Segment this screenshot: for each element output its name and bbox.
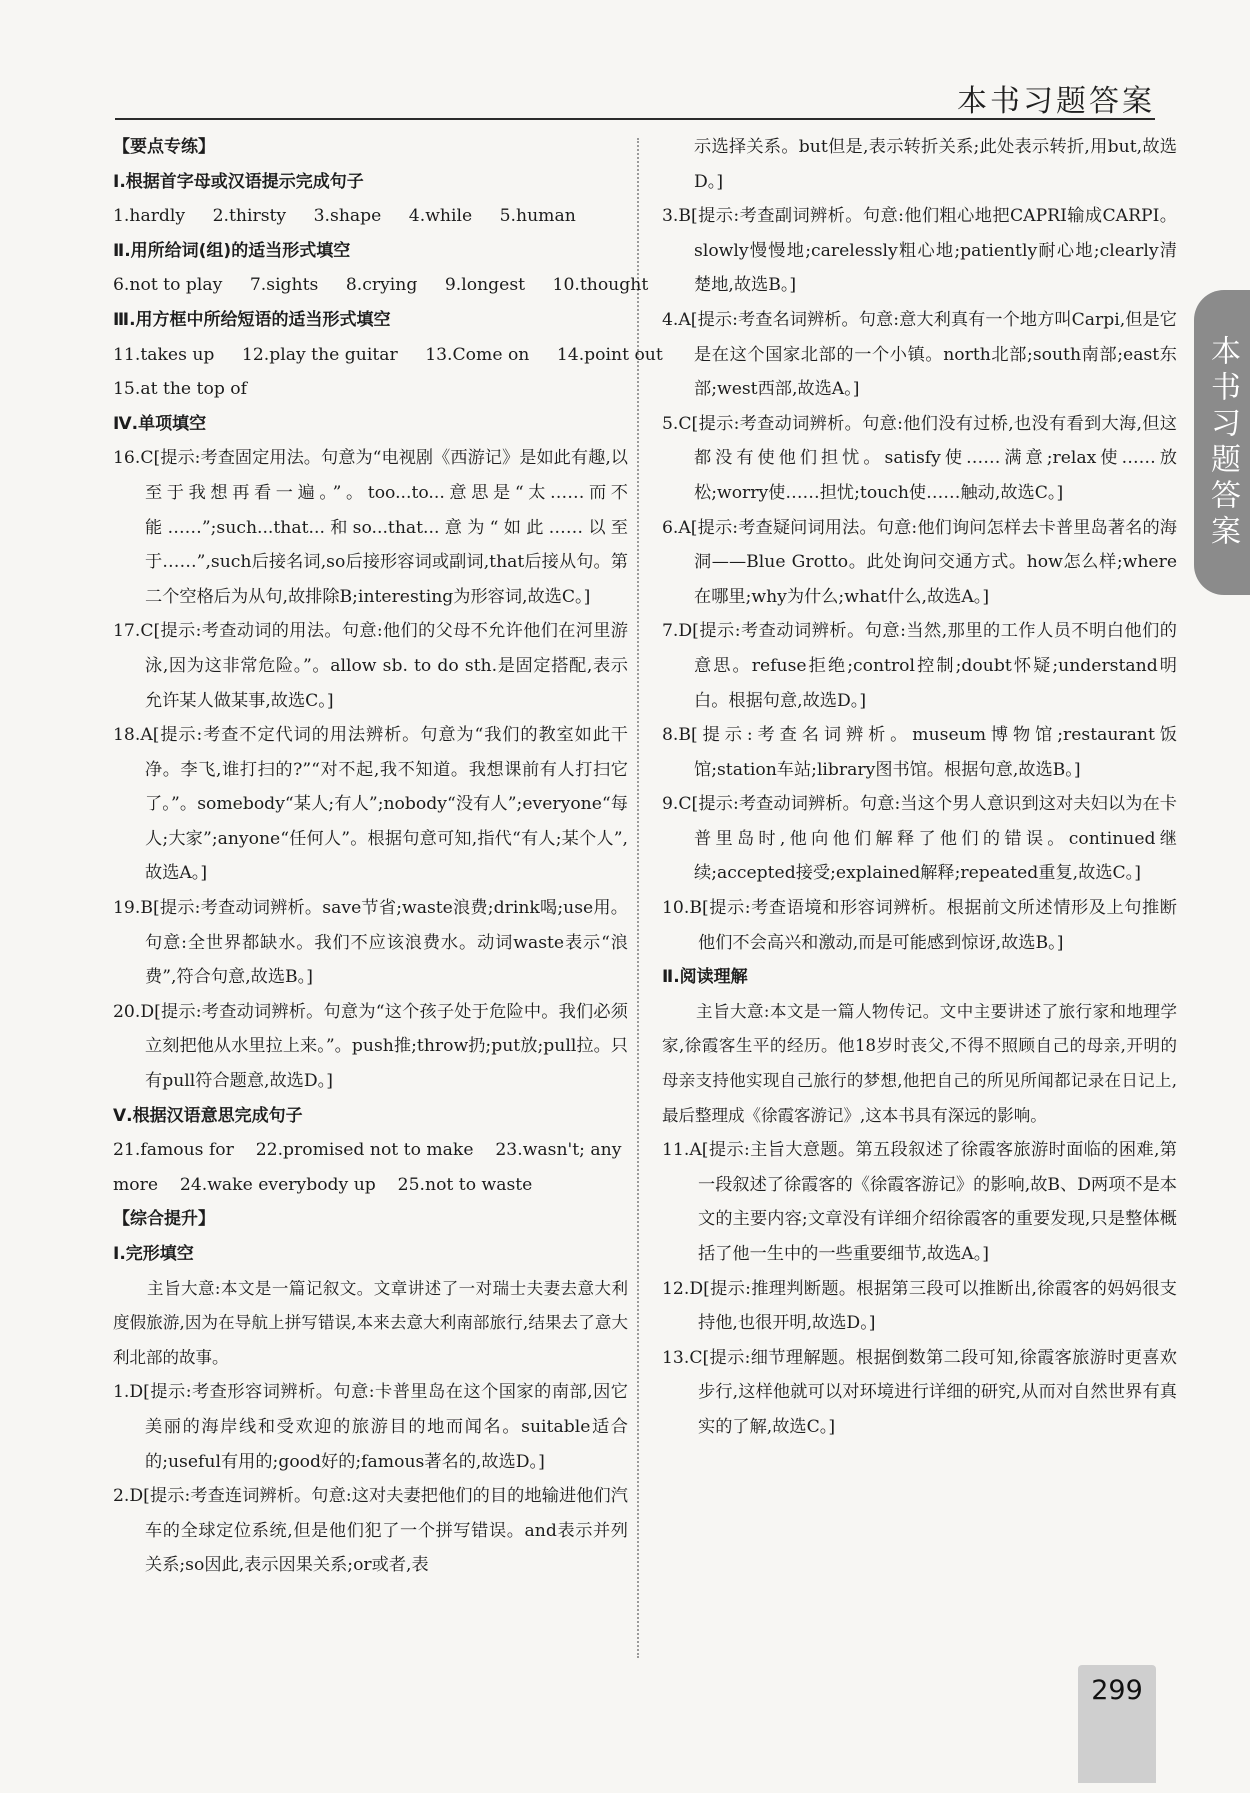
page-number: 299 — [1091, 1675, 1143, 1706]
page-number-tab — [1078, 1665, 1156, 1783]
answer-item: 14.point out — [556, 344, 663, 365]
passage-summary: 主旨大意:本文是一篇记叙文。文章讲述了一对瑞士夫妻去意大利度假旅游,因为在导航上拼写错误,本来去意大利南部旅行,结果去了意大利北部的故事。 — [113, 1278, 628, 1367]
answer-item: 7.sights — [249, 275, 319, 296]
subsection-heading: Ⅴ.根据汉语意思完成句子 — [113, 1105, 303, 1126]
right-column — [662, 130, 1177, 1445]
answer-5: 5.C[提示:考查动词辨析。句意:他们没有过桥,也没有看到大海,但这都没有使他们担忧。satisfy使……满意;relax使……放松;worry使……担忧;touch使……触动,故选C。] — [662, 413, 1177, 503]
subsection-heading: Ⅰ.根据首字母或汉语提示完成句子 — [113, 171, 364, 192]
answer-row — [113, 372, 628, 407]
answer-item: 9.longest — [444, 275, 526, 296]
column-divider — [637, 138, 639, 1658]
page-header — [115, 72, 1155, 120]
answer-20: 20.D[提示:考查动词辨析。句意为“这个孩子处于危险中。我们必须立刻把他从水里拉上来。”。push推;throw扔;put放;pull拉。只有pull符合题意,故选D。] — [113, 1001, 628, 1092]
subsection-heading: Ⅲ.用方框中所给短语的适当形式填空 — [113, 309, 391, 330]
side-tab-label: 本书习题答案 — [1205, 334, 1240, 551]
left-column — [113, 130, 663, 1583]
answer-item: 3.shape — [313, 206, 382, 227]
side-tab — [1194, 290, 1250, 595]
answer-1: 1.D[提示:考查形容词辨析。句意:卡普里岛在这个国家的南部,因它美丽的海岸线和受欢迎的旅游目的地而闻名。suitable适合的;useful有用的;good好的;famous著名的,故选D。] — [113, 1382, 628, 1472]
answer-10: 10.B[提示:考查语境和形容词辨析。根据前文所述情形及上句推断他们不会高兴和激动,而是可能感到惊讶,故选B。] — [662, 898, 1177, 953]
answer-item: 15.at the top of — [113, 379, 247, 400]
answer-item: 5.human — [499, 206, 576, 227]
answer-row: more 24.wake everybody up 25.not to waste — [113, 1174, 533, 1195]
answer-9: 9.C[提示:考查动词辨析。句意:当这个男人意识到这对夫妇以为在卡普里岛时,他向他们解释了他们的错误。continued继续;accepted接受;explained解释;repeated重复,故选C。] — [662, 794, 1177, 884]
answer-7: 7.D[提示:考查动词辨析。句意:当然,那里的工作人员不明白他们的意思。refuse拒绝;control控制;doubt怀疑;understand明白。根据句意,故选D。] — [662, 621, 1177, 711]
answer-item: 11.takes up — [113, 344, 215, 365]
answer-2-continued: 示选择关系。but但是,表示转折关系;此处表示转折,用but,故选D。] — [694, 137, 1177, 192]
subsection-heading: Ⅰ.完形填空 — [113, 1244, 194, 1264]
answer-19: 19.B[提示:考查动词辨析。save节省;waste浪费;drink喝;use用。句意:全世界都缺水。我们不应该浪费水。动词waste表示“浪费”,符合句意,故选B。] — [113, 898, 628, 988]
answer-row — [113, 268, 649, 303]
answer-3: 3.B[提示:考查副词辨析。句意:他们粗心地把CAPRI输成CARPI。slowly慢慢地;carelessly粗心地;patiently耐心地;clearly清楚地,故选B。] — [662, 206, 1177, 296]
answer-2: 2.D[提示:考查连词辨析。句意:这对夫妻把他们的目的地输进他们汽车的全球定位系统,但是他们犯了一个拼写错误。and表示并列关系;so因此,表示因果关系;or或者,表 — [113, 1486, 628, 1576]
answer-item: 10.thought — [552, 275, 649, 296]
answer-13: 13.C[提示:细节理解题。根据倒数第二段可知,徐霞客旅游时更喜欢步行,这样他就可以对环境进行详细的研究,从而对自然世界有真实的了解,故选C。] — [662, 1347, 1177, 1437]
header-title: 本书习题答案 — [957, 84, 1155, 119]
answer-item: 4.while — [408, 206, 473, 227]
answer-item: 8.crying — [345, 275, 418, 296]
answer-item: 2.thirsty — [212, 206, 287, 227]
subsection-heading: Ⅳ.单项填空 — [113, 413, 207, 434]
answer-12: 12.D[提示:推理判断题。根据第三段可以推断出,徐霞客的妈妈很支持他,也很开明,故选D。] — [662, 1278, 1177, 1334]
answer-item: 6.not to play — [113, 275, 223, 296]
answer-row — [113, 338, 663, 373]
answer-row: 21.famous for 22.promised not to make 23.wasn't; any — [113, 1140, 622, 1161]
answer-11: 11.A[提示:主旨大意题。第五段叙述了徐霞客旅游时面临的困难,第一段叙述了徐霞客的《徐霞客游记》的影响,故B、D两项不是本文的主要内容;文章没有详细介绍徐霞客的重要发现,只是整体概括了他一生中的一些重要细节,故选A。] — [662, 1140, 1177, 1264]
answer-row — [113, 199, 628, 234]
subsection-heading: Ⅱ.用所给词(组)的适当形式填空 — [113, 240, 351, 261]
answer-8: 8.B[提示:考查名词辨析。museum博物馆;restaurant饭馆;station车站;library图书馆。根据句意,故选B。] — [662, 725, 1177, 780]
answer-6: 6.A[提示:考查疑问词用法。句意:他们询问怎样去卡普里岛著名的海洞——Blue Grotto。此处询问交通方式。how怎么样;where在哪里;why为什么;what什么,故选A。] — [662, 517, 1177, 607]
answer-17: 17.C[提示:考查动词的用法。句意:他们的父母不允许他们在河里游泳,因为这非常危险。”。allow sb. to do sth.是固定搭配,表示允许某人做某事,故选C。] — [113, 621, 628, 711]
section-heading: 【综合提升】 — [113, 1209, 215, 1230]
answer-16: 16.C[提示:考查固定用法。句意为“电视剧《西游记》是如此有趣,以至于我想再看一遍。”。too...to...意思是“太……而不能……”;such...that...和so...that...意为“如此……以至于……”,such后接名词,so后接形容词或副词,that后接从句。第二个空格后为从句,故排除B;interesting为形容词,故选C。] — [113, 448, 628, 607]
answer-4: 4.A[提示:考查名词辨析。句意:意大利真有一个地方叫Carpi,但是它是在这个国家北部的一个小镇。north北部;south南部;east东部;west西部,故选A。] — [662, 309, 1177, 400]
section-heading: 【要点专练】 — [113, 137, 215, 157]
subsection-heading: Ⅱ.阅读理解 — [662, 967, 748, 988]
answer-item: 1.hardly — [113, 206, 186, 227]
answer-18: 18.A[提示:考查不定代词的用法辨析。句意为“我们的教室如此干净。李飞,谁打扫的?”“对不起,我不知道。我想课前有人打扫它了。”。somebody“某人;有人”;nobody“没有人”;everyone“每人;大家”;anyone“任何人”。根据句意可知,指代“有人;某个人”,故选A。] — [113, 725, 628, 884]
passage-summary: 主旨大意:本文是一篇人物传记。文中主要讲述了旅行家和地理学家,徐霞客生平的经历。他18岁时丧父,不得不照顾自己的母亲,开明的母亲支持他实现自己旅行的梦想,他把自己的所见所闻都记录在日记上,最后整理成《徐霞客游记》,这本书具有深远的影响。 — [662, 1001, 1177, 1125]
answer-item: 13.Come on — [425, 344, 530, 365]
answer-item: 12.play the guitar — [241, 344, 398, 365]
